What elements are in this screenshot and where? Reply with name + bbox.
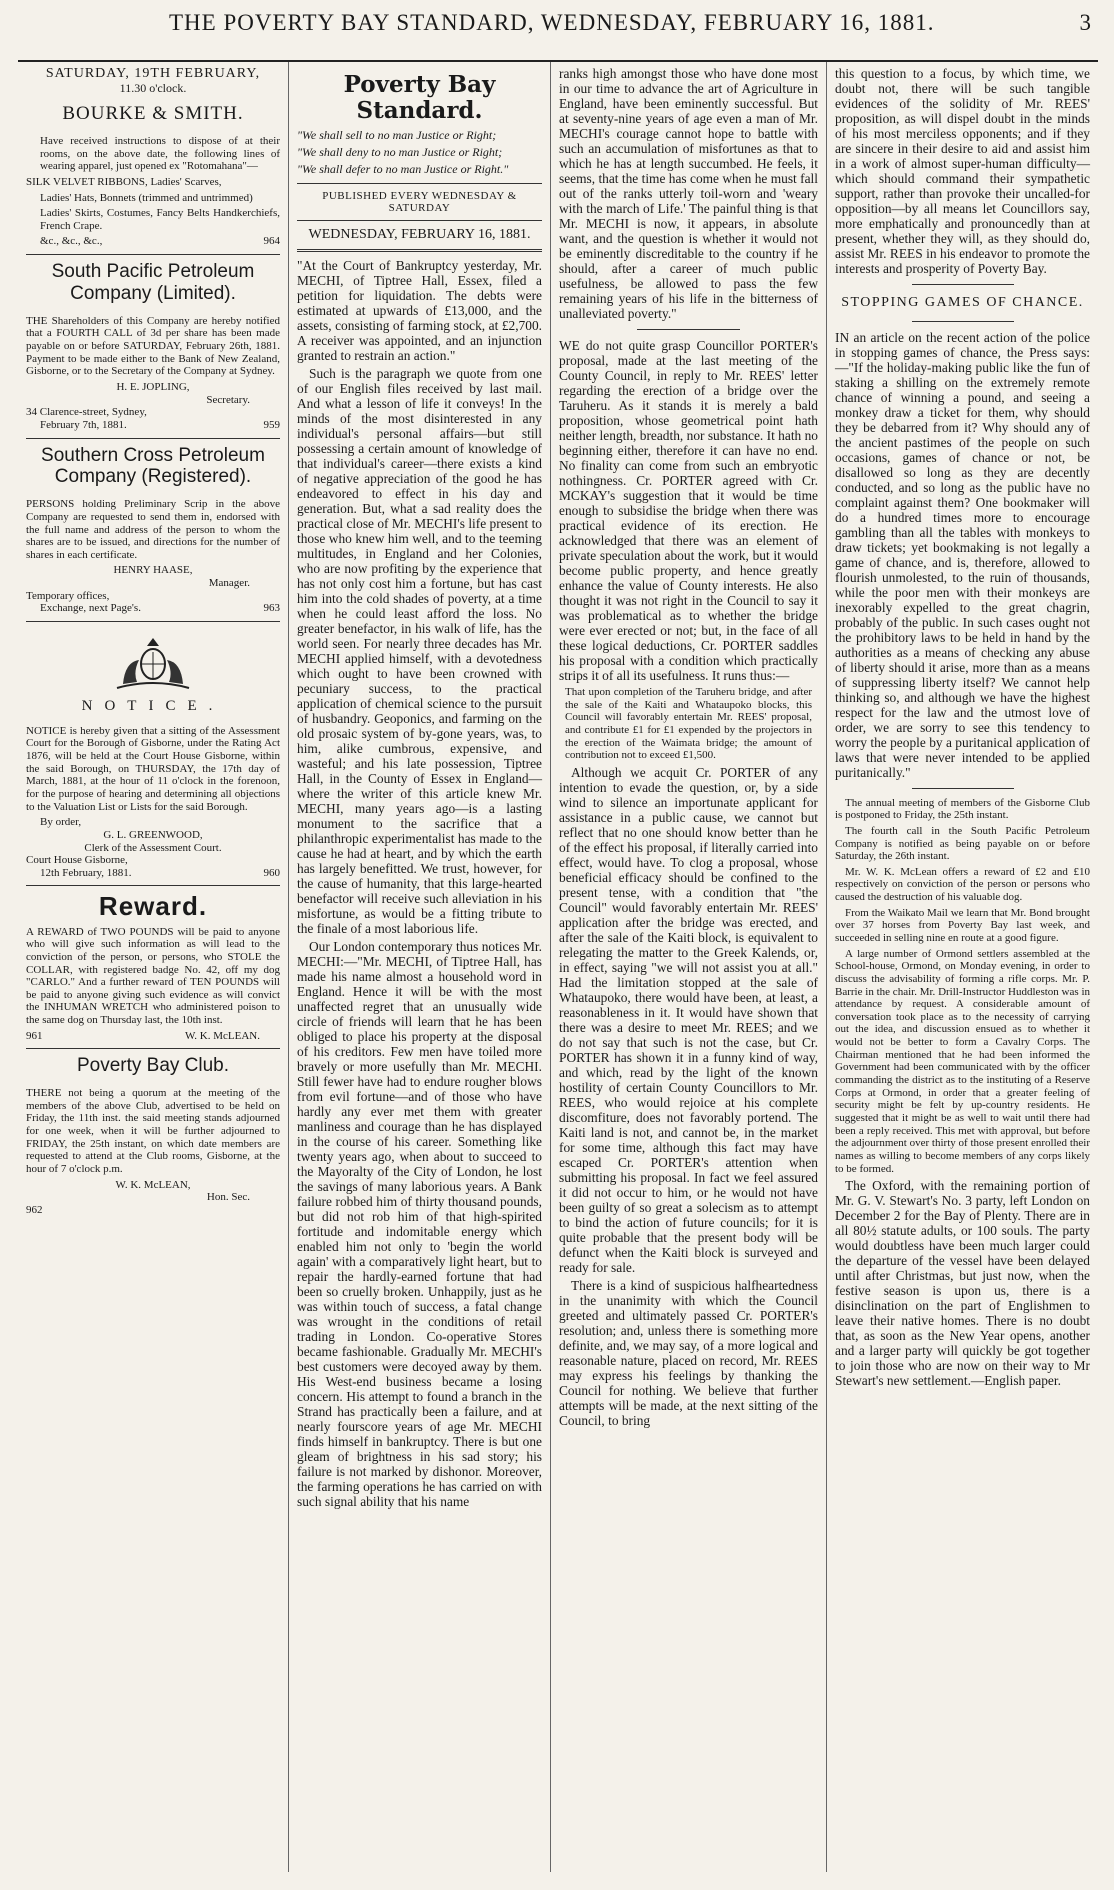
notice-role: Clerk of the Assessment Court. (84, 841, 222, 854)
south-pacific-footer (26, 419, 280, 432)
editorial-paragraph-1: Such is the paragraph we quote from one of our English files received by last mail. And what a lesson of life it conveys! In the minds of the most disinterested in any individual's personal affairs—but still possessing a certain amount of knowledge of that individual's career—there exists a kind of negative appreciation of the good he has endeavored to effect in his day and generation. But, what a sad reality does the practical close of Mr. MECHI's life present to those who knew him well, and to the teeming multitudes, in England and her Colonies, who are now profiting by the experience that has not only cost him a fortune, but has cast him into the cold shades of poverty, at a time when he could least afford the loss. No greater benefactor, in his walk of life, has the world seen. For nearly three decades has Mr. MECHI applied himself, with a devotedness which ought to have been crowned with pecuniary success, to the practical application of chemical science to the pursuit of husbandry. Geoponics, and farming on the old prosaic system of by-gone years, was, to him, alike cumbrous, expensive, and wasteful; and his late possession, Tiptree Hall, in the County of Essex in England—where the writer of this article knew Mr. MECHI, many years ago—is a lasting monument to the sacrifice that a philanthropic experimentalist has made to the cause he had at heart, and by which the earth has largely benefitted. We trust, however, for the cause of humanity, that this large-hearted benefactor will receive such alleviation in his misfortune, as would be a fitting tribute to the finale of a most laborious life. (297, 365, 542, 936)
column-editorial (288, 62, 550, 1872)
rees-continuation: this question to a focus, by which time, we doubt not, there will be such tangible evidences of the solidity of Mr. REES' proposition, as will dispel doubt in the minds of his most merciless opponents; and if they are sincere in their desire to aid and assist him in a work of almost super-human difficulty—which should command their sympathetic support, rather than provoke their uncalled-for opposition—by all means let Councillors say, more emphatically and pronouncedly than at present, whether they will, as they should do, assist Mr. REES in his endeavor to promote the interests and prosperity of Poverty Bay. (835, 66, 1090, 276)
paper-title: Poverty Bay Standard. (343, 71, 496, 124)
column-advertisements (18, 62, 288, 1872)
news-item-oxford: The Oxford, with the remaining portion of Mr. G. V. Stewart's No. 3 party, left London on December 2 for the Bay of Plenty. There are in all 80½ statute adults, or 100 souls. The party would doubtless have been much larger could the departure of the vessel have been delayed until after Christmas, but just now, when the festive season is upon us, there is a disinclination on the part of Englishmen to leave their native homes. There is no doubt that, as soon as the New Year opens, another and a larger party will quickly be got together to join those who are now on their way to Mr Stewart's new settlement.—English paper. (835, 1178, 1090, 1389)
bourke-footer (26, 235, 280, 248)
divider (912, 321, 1014, 322)
bourke-etc: &c., &c., &c., (40, 235, 103, 248)
publication-schedule: PUBLISHED EVERY WEDNESDAY & SATURDAY (322, 189, 517, 214)
editorial-paragraph-2: Our London contemporary thus notices Mr. MECHI:—"Mr. MECHI, of Tiptree Hall, has made his name almost a household word in England. Hence it will be with the most unaffected regret that an unusually wide circle of friends will learn that he has been obliged to place his property at the disposal of his creditors. Few men have toiled more bravely or more usefully than Mr. MECHI. Still fewer have had to endure rougher blows from evil fortune—and of those who have hardly any ever met them with greater manliness and courage than he has displayed in the course of his career. Something like twenty years ago, when about to succeed to the Mayoralty of the City of London, he lost the savings of many laborious years. A Bank failure robbed him of thirty thousand pounds, but did not rob him of that high-spirited fortitude and indomitable energy which enabled him not only to 'begin the world again' with a comparatively light heart, but to repair the hardly-earned fortune that had been so cruelly broken. Unhappily, just as he was within touch of success, a fatal change was wrought in the conditions of retail trading in London. Co-operative Stores became fashionable. Gradually Mr. MECHI's best customers were decoyed away by them. His West-end business became a losing concern. His attempt to found a branch in the Strand has practically been a failure, and at nearly fourscore years of age Mr. MECHI finds himself in bankruptcy. There is but one gleam of brightness in his sad story; his failure is not marked by dishonor. Moreover, the farming operations he has carried on with such signal ability that his name (297, 938, 542, 1509)
notice-title: NOTICE. (81, 697, 225, 714)
southern-cross-signer: HENRY HAASE, (113, 564, 193, 577)
bourke-smith-body: Have received instructions to dispose of at their rooms, on the above date, the following lines of wearing apparel, just opened ex "Rotomahana"— (40, 134, 280, 173)
club-title: Poverty Bay Club. (76, 1055, 230, 1077)
editorial-continuation: ranks high amongst those who have done most in our time to advance the art of Agriculture in England, have been eminently successful. But at seventy-nine years of age even a man of Mr. MECHI's courage cannot hope to battle with such an accumulation of misfortunes as that to which he has at length succumbed. He feels, it seems, that the time has come when he must fall out of the ranks utterly toil-worn and 'weary with the march of Life.' The painful thing is that Mr. MECHI is now, it appears, in absolute want, and the question is whether it would not be eminently discreditable to the country if he should, after a career of much public usefulness, be allowed to pass the few remaining years of his life in the bitterness of unalleviated poverty." (559, 66, 818, 321)
notice-footer (26, 867, 280, 880)
southern-cross-role: Manager. (208, 577, 250, 590)
notice-by-order: By order, (40, 816, 82, 829)
south-pacific-address: 34 Clarence-street, Sydney, (26, 406, 147, 419)
reward-ad-number: 961 (26, 1029, 43, 1042)
sale-time: 11.30 o'clock. (119, 80, 187, 95)
motto-line-2: "We shall deny to no man Justice or Right; (297, 144, 503, 159)
divider (297, 249, 542, 252)
news-item-horses: From the Waikato Mail we learn that Mr. Bond brought over 37 horses from Poverty Bay last week, and succeeded in selling nine en route at a good figure. (835, 906, 1090, 944)
club-role: Hon. Sec. (206, 1191, 250, 1204)
south-pacific-date: February 7th, 1881. (40, 418, 127, 431)
notice-ad-number: 960 (263, 866, 280, 879)
south-pacific-role: Secretary. (206, 393, 250, 406)
reward-title: Reward. (98, 891, 208, 922)
column-council (550, 62, 826, 1872)
council-resolution: That upon completion of the Taruheru bridge, and after the sale of the Kaiti and Whataupoko blocks, this Council will favorably entertain Mr. REES' proposal, and contribute £1 for £1 expended by the projectors in the erection of the Waimata bridge; the amount of contribution not to exceed £1,500. (565, 686, 812, 762)
news-item-reward: Mr. W. K. McLean offers a reward of £2 and £10 respectively on conviction of the person or persons who caused the destruction of his valuable dog. (835, 865, 1090, 904)
divider (912, 788, 1014, 789)
divider (26, 438, 280, 439)
club-ad-number: 962 (26, 1203, 43, 1216)
motto-line-1: "We shall sell to no man Justice or Right; (297, 127, 497, 142)
divider (26, 621, 280, 622)
southern-cross-title: Southern Cross Petroleum Company (Registered). (41, 444, 265, 488)
divider (297, 220, 542, 221)
page-number: 3 (1079, 10, 1092, 35)
column-news (826, 62, 1098, 1872)
masthead-title: THE POVERTY BAY STANDARD, WEDNESDAY, FEBRUARY 16, 1881. (169, 10, 935, 35)
news-item-petroleum-call: The fourth call in the South Pacific Petroleum Company is notified as being payable on or before Saturday, the 26th instant. (835, 824, 1090, 863)
south-pacific-body: THE Shareholders of this Company are hereby notified that a FOURTH CALL of 3d per share has been made payable on or before SATURDAY, February 26th, 1881. Payment to be made either to the Bank of New Zealand, Gisborne, or to the Secretary of the Company at Sydney. (26, 314, 280, 378)
southern-cross-address2: Exchange, next Page's. (40, 602, 141, 615)
masthead (18, 10, 1098, 62)
columns (18, 62, 1098, 1872)
bourke-item-hats: Ladies' Hats, Bonnets (trimmed and untrimmed) (40, 191, 253, 204)
divider (297, 183, 542, 184)
reward-body: A REWARD of TWO POUNDS will be paid to anyone who will give such information as will lead to the conviction of the person, or persons, who STOLE the COLLAR, with registered badge No. 42, off my dog "CARLO." And a further reward of TEN POUNDS will be paid to anyone giving such evidence as will convict the INHUMAN WRETCH who administered poison to the same dog on Thursday last, the 10th inst. (26, 925, 280, 1027)
bourke-smith-title: BOURKE & SMITH. (62, 103, 244, 125)
southern-cross-address: Temporary offices, (26, 589, 110, 602)
club-body: THERE not being a quorum at the meeting of the members of the above Club, advertised to be held on Friday, the 11th inst. the said meeting stands adjourned for one week, when it will be further adjourned to FRIDAY, the 25th instant, on which date members are requested to attend at the Club rooms, Gisborne, at the hour of 7 o'clock p.m. (26, 1087, 280, 1176)
divider (26, 254, 280, 255)
southern-cross-ad-number: 963 (263, 602, 280, 615)
divider (26, 1048, 280, 1049)
games-of-chance-title: STOPPING GAMES OF CHANCE. (841, 295, 1084, 310)
news-item-club-meeting: The annual meeting of members of the Gisborne Club is postponed to Friday, the 25th instant. (835, 796, 1090, 822)
notice-address: Court House Gisborne, (26, 854, 128, 867)
issue-date: WEDNESDAY, FEBRUARY 16, 1881. (308, 227, 531, 243)
divider (637, 329, 741, 330)
divider (26, 885, 280, 886)
bourke-item-skirts: Ladies' Skirts, Costumes, Fancy Belts Handkerchiefs, French Crape. (40, 207, 280, 232)
south-pacific-title: South Pacific Petroleum Company (Limited). (51, 261, 255, 304)
porter-proposal-paragraph: WE do not quite grasp Councillor PORTER's proposal, made at the last meeting of the County Council, in reply to Mr. REES' letter regarding the erection of a bridge over the Taruheru. As it stands it is merely a bald proposition, whose geometrical point hath neither length, breadth, nor substance. It hath no beginning either, therefore it can have no end. No finality can come from such an embryotic nothingness. Cr. PORTER agreed with Cr. MCKAY's suggestion that it would be time enough to subsidise the bridge when there was practical evidence of its erection. He acknowledged that there was an element of private speculation about the work, but it would become public property, and hence greatly enhance the value of County interests. He also thought it was not right in the Council to say it was problematical as to whether the bridge were ever erected or not; but, in the face of all these logical deductions, Cr. PORTER saddles his proposal with a condition which practically strips it of all its usefulness. It runs thus:— (559, 338, 818, 683)
notice-signer: G. L. GREENWOOD, (103, 828, 203, 841)
southern-cross-body: PERSONS holding Preliminary Scrip in the above Company are requested to send them in, endorsed with the full name and address of the person to whom the shares are to be issued, and directions for the number of shares in each certificate. (26, 498, 280, 561)
bankruptcy-quote: "At the Court of Bankruptcy yesterday, Mr. MECHI, of Tiptree Hall, Essex, filed a petition for liquidation. The debts were estimated at upwards of £13,000, and the assets, consisting of farming stock, at £2,700. A receiver was appointed, and an injunction granted to restrain an action." (297, 257, 542, 363)
motto-line-3: "We shall defer to no man Justice or Right." (297, 161, 509, 176)
royal-coat-of-arms-icon (103, 632, 203, 692)
reward-signer: W. K. McLEAN. (184, 1029, 260, 1042)
porter-paragraph-3: There is a kind of suspicious halfheartedness in the unanimity with which the Council greeted and ultimately passed Cr. PORTER's resolution; and, unless there is something more definite, and, we may say, of a more logical and reasonable nature, placed on record, Mr. REES may express his feelings by thanking the Council for nothing. We believe that further attempts will be made, at the next sitting of the Council, to bring (559, 1277, 818, 1428)
southern-cross-footer (26, 602, 280, 615)
news-item-rifle-corps: A large number of Ormond settlers assembled at the School-house, Ormond, on Monday evening, in order to discuss the advisability of forming a rifle corps. Mr. P. Barrie in the chair. Mr. Drill-Instructor Huddleston was in attendance by request. A considerable amount of conversation took place as to the necessity of carrying out the idea, and discussion ensued as to whether it would not be better to form a Cavalry Corps. The Chairman mentioned that he had been informed the Government had been communicated with by the officer commanding the district as to the instituting of a Reserve Corps at Ormond, in order that a greater feeling of security might be felt by up-country residents. He suggested that it might be as well to wait until there had been a reply received. This met with approval, but before the adjournment over thirty of those present enrolled their names as willing to become members of any corps likely to be formed. (835, 947, 1090, 1175)
games-of-chance-body: IN an article on the recent action of the police in stopping games of chance, the Press says:—"If the holiday-making public like the fun of staking a shilling on the extremely remote chance of winning a pound, and seeing a monkey draw a ticket for them, why should they be debarred from it? Why should any of the ancient pastimes of the people on such occasions, games of chance or not, be disallowed so long as they are decently conducted, and so long as the public have no complaint against them? One bookmaker will do a hundred times more to encourage gambling than all the tables with monkeys to draw tickets; yet bookmaking is not legally a game of chance, and is, therefore, allowed to flourish unmolested, to the ruin of thousands, while the poor men with their monkeys are inexorably expelled to the great chagrin, probably of the public. In such cases ought not the prohibitory laws to be held in hand by the authorities as a means of checking any abuse of liberty should it arise, more than as a means of suppressing liberty itself? We cannot help thinking so, and although we have the highest respect for the law and the utmost love of order, we are sorry to see this tendency to worry the people by a puritanical application of laws that were never intended to be applied puritanically." (835, 329, 1090, 780)
reward-footer (26, 1030, 280, 1043)
bourke-ad-number: 964 (263, 235, 280, 248)
porter-paragraph-2: Although we acquit Cr. PORTER of any intention to evade the question, or, by a side wind to silence an importunate applicant for assistance in a public cause, we cannot but reflect that no one should know better than he of the effect his proposal, if literally carried into effect, would have. To clog a proposal, whose beneficial efficacy should be confined to the present tense, with a condition that "the Council" would favorably entertain Mr. REES' application after the bridge was erected, and after the sale of the Kaiti block, is equivalent to relegating the matter to the Greek Kalends, or, in effect, saying "we will not assist you at all." Had the limitation stopped at the sale of Whataupoko, there would have been, at least, a reasonableness in it. It would have shown that there was a desire to meet Mr. REES; and we do not say that such is not the case, but Cr. PORTER has shown it in a funny kind of way, and which, read by the light of the known hostility of certain County Councillors to Mr. REES, who would rejoice at his complete discomfiture, does not favorably portend. The Kaiti land is not, and cannot be, in the market for some time, although this fact may have escaped Cr. PORTER's attention when submitting his proposal. In fact we feel assured it did not occur to him, or he would not have been guilty of so great a solecism as to attempt to bind the action of future councils; for it is quite probable that the present body will be defunct when the Kaiti block is surveyed and ready for sale. (559, 764, 818, 1275)
south-pacific-signer: H. E. JOPLING, (116, 380, 190, 393)
notice-date: 12th February, 1881. (40, 866, 132, 879)
notice-body: NOTICE is hereby given that a sitting of the Assessment Court for the Borough of Gisborne, under the Rating Act 1876, will be held at the Court House Gisborne, within the said Borough, on THURSDAY, the 17th day of March, 1881, at the hour of 11 o'clock in the forenoon, for the purpose of hearing and determining all objections to the Valuation List or Lists for the said Borough. (26, 724, 280, 813)
club-signer: W. K. McLEAN, (115, 1178, 191, 1191)
divider (912, 284, 1014, 285)
south-pacific-ad-number: 959 (263, 418, 280, 431)
bourke-item-ribbons: SILK VELVET RIBBONS, Ladies' Scarves, (26, 175, 222, 188)
sale-date: SATURDAY, 19TH FEBRUARY, (45, 66, 261, 81)
